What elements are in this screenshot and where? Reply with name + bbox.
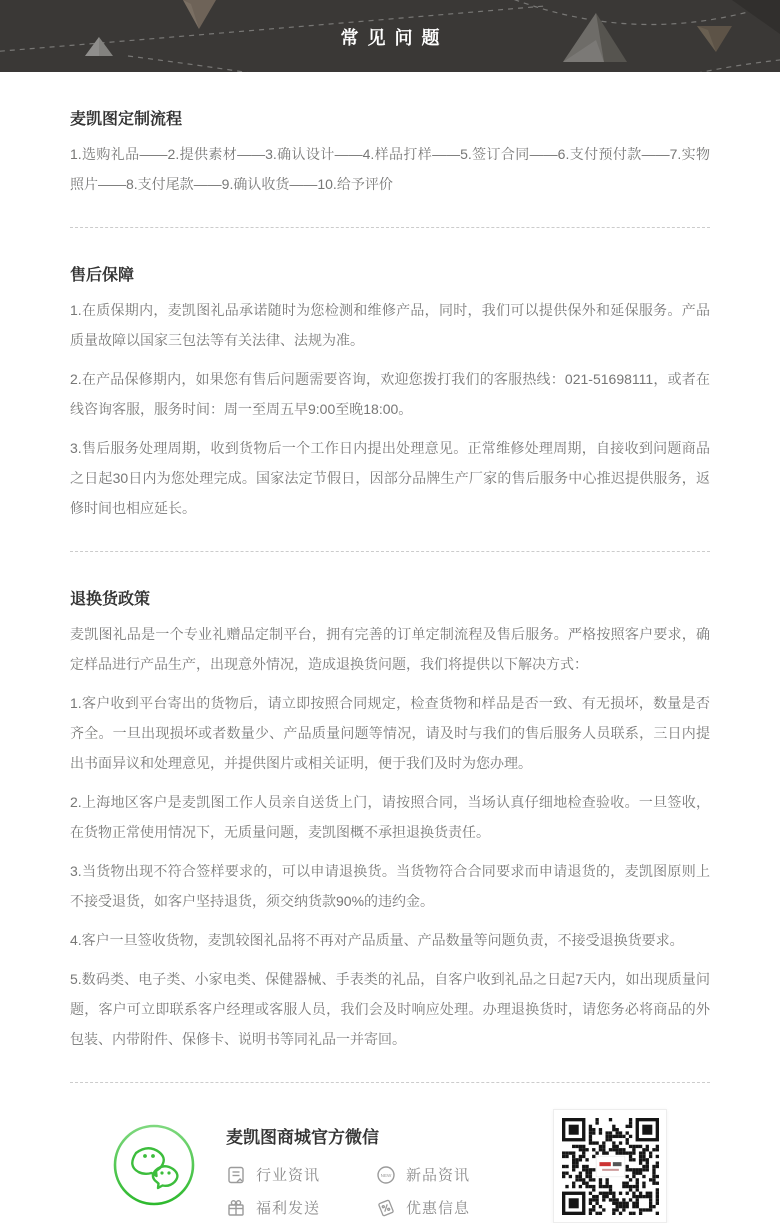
paragraph: 5.数码类、电子类、小家电类、保健器械、手表类的礼品，自客户收到礼品之日起7天内，如出现质量问题，客户可立即联系客户经理或客服人员，我们会及时响应处理。办理退换货时，请您务必将商品的外包装、内带附件、保修卡、说明书等同礼品一并寄回。 — [70, 971, 710, 1047]
new-badge-icon — [376, 1165, 396, 1185]
paragraph: 4.客户一旦签收货物，麦凯较图礼品将不再对产品质量、产品数量等问题负责，不接受退换货要求。 — [70, 932, 684, 948]
paragraph: 3.售后服务处理周期，收到货物后一个工作日内提出处理意见。正常维修处理周期，自接收到问题商品之日起30日内为您处理完成。国家法定节假日，因部分品牌生产厂家的售后服务中心推迟提供服务，返修时间也相应延长。 — [70, 440, 710, 516]
wechat-item-label: 优惠信息 — [406, 1200, 471, 1217]
paragraph: 麦凯图礼品是一个专业礼赠品定制平台，拥有完善的订单定制流程及售后服务。严格按照客户要求，确定样品进行产品生产，出现意外情况，造成退换货问题，我们将提供以下解决方式： — [70, 626, 710, 672]
wechat-icon — [112, 1123, 196, 1207]
wechat-item-label: 行业资讯 — [256, 1167, 321, 1184]
wechat-items — [226, 1164, 553, 1218]
qr-pattern — [562, 1118, 659, 1215]
page-title: 常见问题 — [340, 28, 449, 48]
gift-icon — [226, 1198, 246, 1218]
wechat-item-benefits — [226, 1197, 376, 1218]
wechat-title: 麦凯图商城官方微信 — [226, 1128, 379, 1147]
dashed-divider — [70, 1082, 710, 1083]
content — [70, 72, 710, 1223]
svg-text:NEW: NEW — [380, 1172, 392, 1178]
industry-news-doc-icon — [226, 1165, 246, 1185]
paragraph: 2.在产品保修期内，如果您有售后问题需要咨询，欢迎您拨打我们的客服热线：021-51698111，或者在线咨询客服，服务时间：周一至周五早9:00至晚18:00。 — [70, 371, 710, 417]
paragraph: 2.上海地区客户是麦凯图工作人员亲自送货上门，请按照合同，当场认真仔细地检查验收。一旦签收，在货物正常使用情况下，无质量问题，麦凯图概不承担退换货责任。 — [70, 794, 710, 840]
wechat-qr-code — [553, 1109, 667, 1223]
section-return-policy — [70, 552, 710, 1054]
wechat-item-discounts — [376, 1197, 526, 1218]
section-process — [70, 72, 710, 199]
coupon-icon — [376, 1198, 396, 1218]
process-steps: 1.选购礼品——2.提供素材——3.确认设计——4.样品打样——5.签订合同——6.支付预付款——7.实物照片——8.支付尾款——9.确认收货——10.给予评价 — [70, 146, 710, 192]
paragraph: 1.在质保期内，麦凯图礼品承诺随时为您检测和维修产品，同时，我们可以提供保外和延保服务。产品质量故障以国家三包法等有关法律、法规为准。 — [70, 302, 710, 348]
section-heading: 麦凯图定制流程 — [70, 111, 183, 128]
wechat-item-new-products — [376, 1164, 526, 1185]
section-heading: 售后保障 — [70, 267, 135, 284]
wechat-info — [226, 1109, 553, 1218]
page-header — [0, 0, 780, 72]
wechat-item-label: 福利发送 — [256, 1200, 321, 1217]
section-after-sales — [70, 228, 710, 523]
paragraph: 1.客户收到平台寄出的货物后，请立即按照合同规定，检查货物和样品是否一致、有无损坏，数量是否齐全。一旦出现损坏或者数量少、产品质量问题等情况，请及时与我们的售后服务人员联系，三日内提出书面异议和处理意见，并提供图片或相关证明，便于我们及时为您办理。 — [70, 695, 710, 771]
section-heading: 退换货政策 — [70, 591, 151, 608]
wechat-item-label: 新品资讯 — [406, 1167, 471, 1184]
wechat-item-industry-news — [226, 1164, 376, 1185]
wechat-footer — [70, 1109, 710, 1223]
paragraph: 3.当货物出现不符合签样要求的，可以申请退换货。当货物符合合同要求而申请退货的，麦凯图原则上不接受退货，如客户坚持退货，须交纳货款90%的违约金。 — [70, 863, 710, 909]
